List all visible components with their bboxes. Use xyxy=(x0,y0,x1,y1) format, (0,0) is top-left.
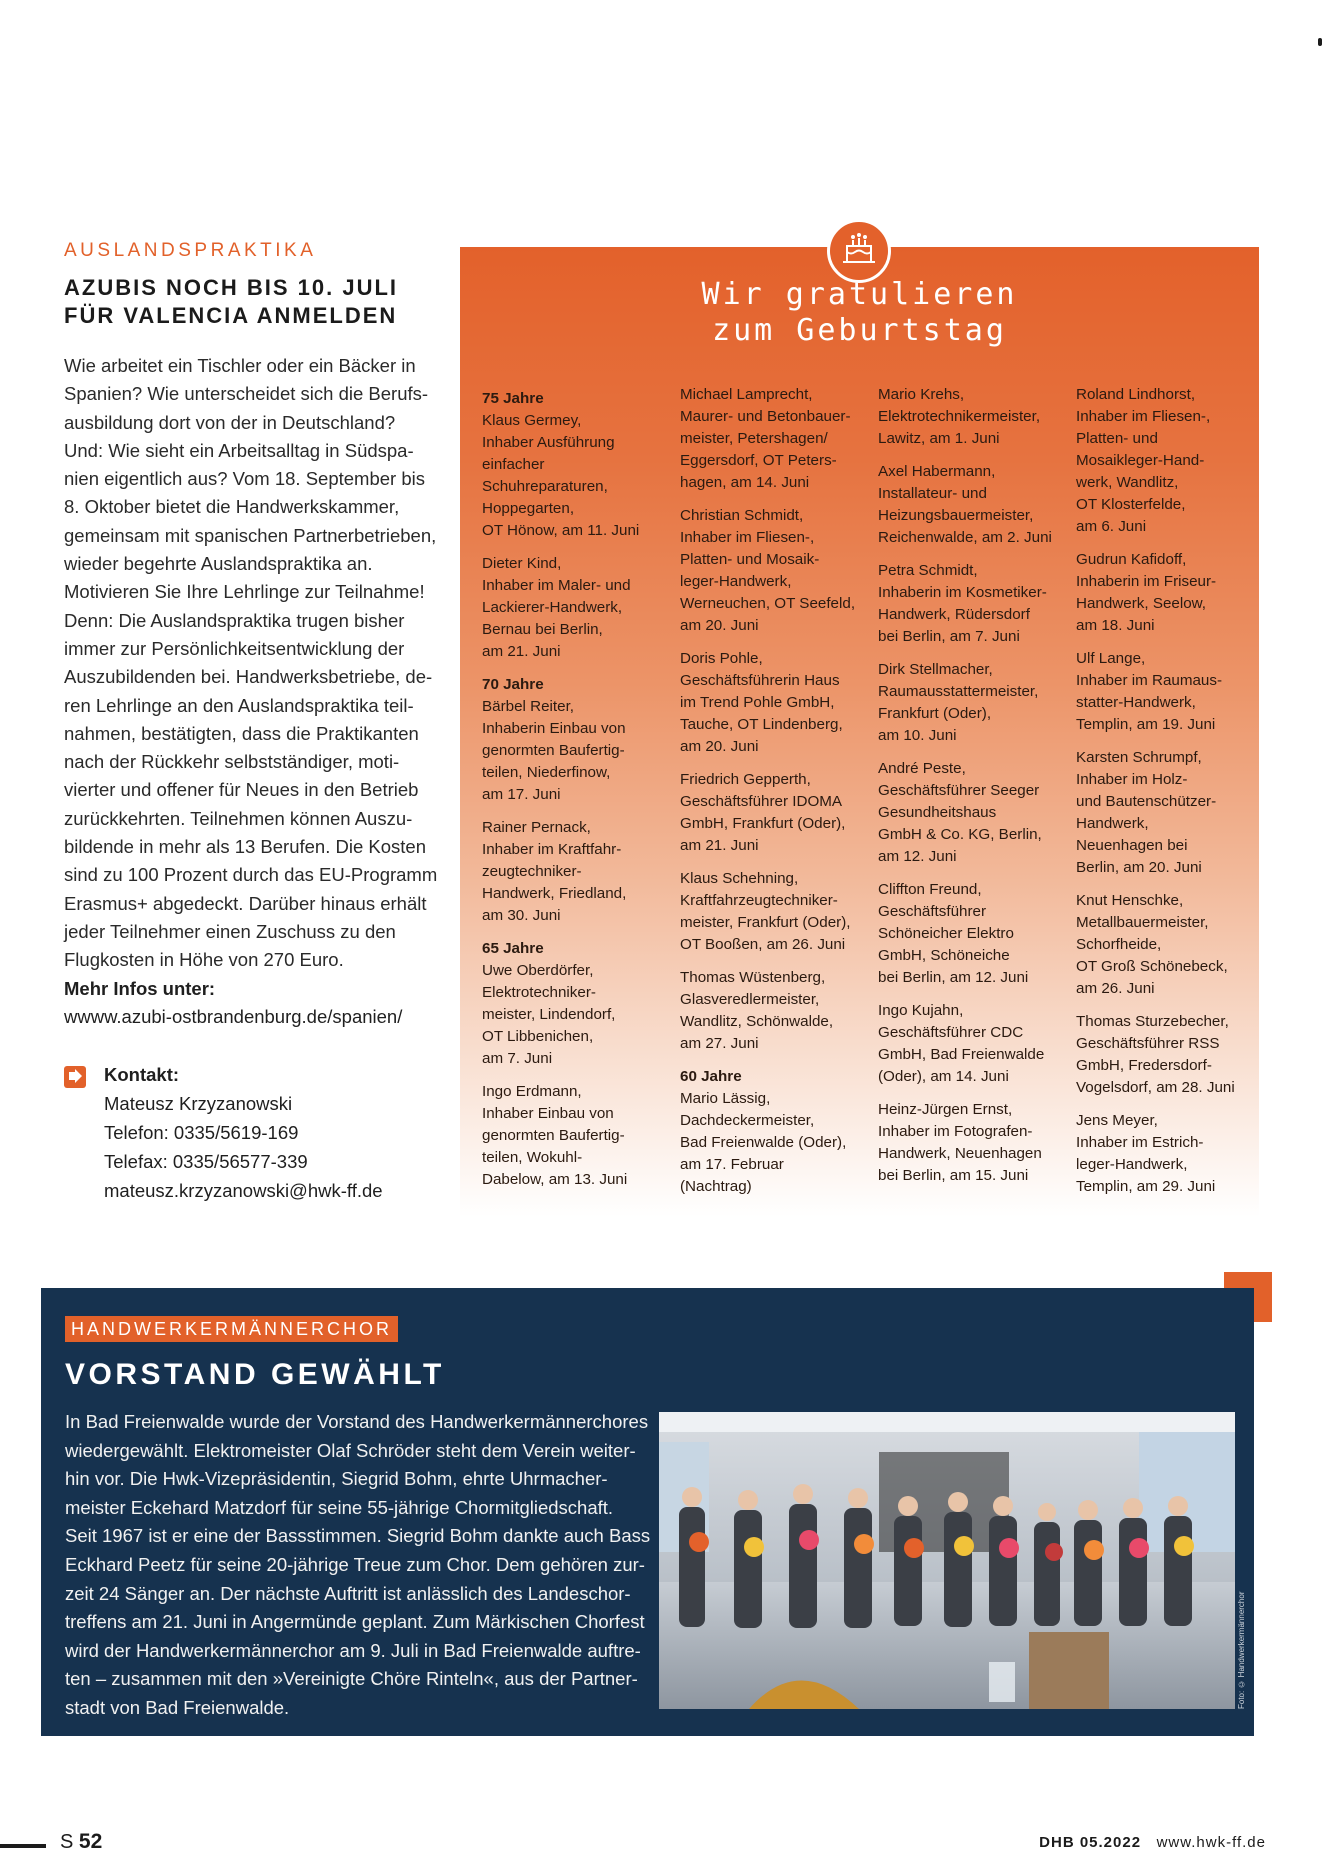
entry-line: am 18. Juni xyxy=(1076,617,1155,634)
chor-text-line: wird der Handwerkermännerchor am 9. Juli in Bad Freienwalde auftre- xyxy=(65,1639,641,1661)
entry-line: am 17. Februar xyxy=(680,1156,784,1173)
body-line: bildende in mehr als 13 Berufen. Die Kosten xyxy=(64,836,426,858)
entry-line: Klaus Germey, xyxy=(482,412,582,429)
birthday-entry xyxy=(878,758,1068,868)
birthday-entry xyxy=(680,505,870,637)
body-line: nien eigentlich aus? Vom 18. September bis xyxy=(64,468,425,490)
entry-line: Karsten Schrumpf, xyxy=(1076,749,1202,766)
entry-line: Inhaber Einbau von xyxy=(482,1105,614,1122)
entry-line: Geschäftsführer IDOMA xyxy=(680,793,843,810)
entry-line: Michael Lamprecht, xyxy=(680,386,813,403)
entry-line: Elektrotechnikermeister, xyxy=(878,408,1041,425)
entry-line: Ulf Lange, xyxy=(1076,650,1146,667)
entry-line: am 17. Juni xyxy=(482,786,561,803)
entry-line: Inhaber im Fliesen-, xyxy=(680,529,815,546)
page-prefix: S xyxy=(60,1831,74,1853)
chor-article xyxy=(41,1288,1254,1736)
body-line: Flugkosten in Höhe von 270 Euro. xyxy=(64,949,344,971)
entry-line: am 6. Juni xyxy=(1076,518,1147,535)
birthday-entry xyxy=(482,674,672,806)
birthday-column xyxy=(482,384,672,1202)
entry-line: Mosaikleger-Hand- xyxy=(1076,452,1205,469)
entry-line: Inhaber im Fotografen- xyxy=(878,1123,1033,1140)
more-info-label: Mehr Infos unter: xyxy=(64,977,216,999)
birthday-entry xyxy=(878,879,1068,989)
birthday-entry xyxy=(1076,648,1266,736)
entry-line: Berlin, am 20. Juni xyxy=(1076,859,1202,876)
entry-line: OT Booßen, am 26. Juni xyxy=(680,936,846,953)
entry-line: am 30. Juni xyxy=(482,907,561,924)
entry-line: Ingo Kujahn, xyxy=(878,1002,964,1019)
body-line: 8. Oktober bietet die Handwerkskammer, xyxy=(64,496,400,518)
entry-line: zeugtechniker- xyxy=(482,863,582,880)
entry-line: am 20. Juni xyxy=(680,617,759,634)
article-body xyxy=(64,352,444,975)
entry-line: Thomas Wüstenberg, xyxy=(680,969,826,986)
entry-line: Werneuchen, OT Seefeld, xyxy=(680,595,856,612)
entry-line: Neuenhagen bei xyxy=(1076,837,1188,854)
entry-line: Gudrun Kafidoff, xyxy=(1076,551,1187,568)
entry-line: Schuhreparaturen, xyxy=(482,478,608,495)
entry-line: einfacher xyxy=(482,456,545,473)
entry-line: Maurer- und Betonbauer- xyxy=(680,408,851,425)
birthday-entry xyxy=(878,384,1068,450)
body-line: vierter und offener für Neues in den Betrieb xyxy=(64,779,419,801)
birthday-entry xyxy=(482,553,672,663)
entry-line: teilen, Wokuhl- xyxy=(482,1149,583,1166)
entry-line: GmbH, Schöneiche xyxy=(878,947,1010,964)
birthday-entry xyxy=(1076,1011,1266,1099)
entry-line: OT Libbenichen, xyxy=(482,1028,594,1045)
entry-line: Ingo Erdmann, xyxy=(482,1083,582,1100)
entry-line: Handwerk, Rüdersdorf xyxy=(878,606,1030,623)
body-line: gemeinsam mit spanischen Partnerbetrieben, xyxy=(64,524,437,546)
entry-line: Heizungsbauermeister, xyxy=(878,507,1034,524)
entry-line: Doris Pohle, xyxy=(680,650,763,667)
chor-text-line: wiedergewählt. Elektromeister Olaf Schröder steht dem Verein weiter- xyxy=(65,1439,636,1461)
entry-line: Dachdeckermeister, xyxy=(680,1112,815,1129)
article-headline xyxy=(64,274,444,330)
entry-line: GmbH & Co. KG, Berlin, xyxy=(878,826,1042,843)
chor-text-line: In Bad Freienwalde wurde der Vorstand des Handwerkermännerchores xyxy=(65,1411,649,1432)
birthday-entry xyxy=(878,659,1068,747)
entry-line: Frankfurt (Oder), xyxy=(878,705,992,722)
entry-line: Schorfheide, xyxy=(1076,936,1162,953)
entry-line: teilen, Niederfinow, xyxy=(482,764,611,781)
birthday-title-line: zum Geburtstag xyxy=(712,313,1007,348)
entry-line: GmbH, Bad Freienwalde xyxy=(878,1046,1045,1063)
entry-line: Inhaber im Raumaus- xyxy=(1076,672,1223,689)
birthday-entry xyxy=(482,938,672,1070)
birthday-entry xyxy=(680,967,870,1055)
birthday-entry xyxy=(680,1066,870,1198)
headline-line: FÜR VALENCIA ANMELDEN xyxy=(64,303,398,328)
body-line: ren Lehrlinge an den Auslandspraktika teil- xyxy=(64,694,414,716)
entry-line: im Trend Pohle GmbH, xyxy=(680,694,835,711)
footer-issue xyxy=(1039,1834,1266,1851)
age-heading: 65 Jahre xyxy=(482,940,544,957)
page-number-value: 52 xyxy=(78,1830,103,1853)
entry-line: Inhaberin Einbau von xyxy=(482,720,626,737)
entry-line: Handwerk, Neuenhagen xyxy=(878,1145,1042,1162)
entry-line: Rainer Pernack, xyxy=(482,819,591,836)
entry-line: Inhaber im Maler- und xyxy=(482,577,631,594)
more-info-link[interactable]: wwww.azubi-ostbrandenburg.de/spanien/ xyxy=(64,1005,403,1027)
entry-line: André Peste, xyxy=(878,760,966,777)
body-line: Auszubildenden bei. Handwerksbetriebe, de- xyxy=(64,666,433,688)
entry-line: (Nachtrag) xyxy=(680,1178,752,1195)
birthday-title-line: Wir gratulieren xyxy=(701,277,1018,312)
entry-line: Bad Freienwalde (Oder), xyxy=(680,1134,847,1151)
entry-line: Handwerk, Friedland, xyxy=(482,885,627,902)
birthday-entry xyxy=(482,1081,672,1191)
entry-line: genormten Baufertig- xyxy=(482,742,625,759)
footer-bar xyxy=(0,1844,46,1848)
entry-line: Heinz-Jürgen Ernst, xyxy=(878,1101,1013,1118)
body-line: nahmen, bestätigten, dass die Praktikanten xyxy=(64,722,419,744)
entry-line: bei Berlin, am 15. Juni xyxy=(878,1167,1029,1184)
entry-line: Gesundheitshaus xyxy=(878,804,997,821)
entry-line: am 27. Juni xyxy=(680,1035,759,1052)
contact-name: Mateusz Krzyzanowski xyxy=(104,1093,293,1114)
entry-line: Lackierer-Handwerk, xyxy=(482,599,623,616)
entry-line: Tauche, OT Lindenberg, xyxy=(680,716,843,733)
chor-headline: VORSTAND GEWÄHLT xyxy=(65,1358,445,1391)
body-line: immer zur Persönlichkeitsentwicklung der xyxy=(64,637,405,659)
entry-line: Axel Habermann, xyxy=(878,463,996,480)
page-number xyxy=(60,1830,102,1854)
body-line: zurückkehrten. Teilnehmen können Auszu- xyxy=(64,807,413,829)
entry-line: am 10. Juni xyxy=(878,727,957,744)
entry-line: Dirk Stellmacher, xyxy=(878,661,993,678)
entry-line: am 26. Juni xyxy=(1076,980,1155,997)
birthday-column xyxy=(1076,384,1266,1209)
birthday-entry xyxy=(1076,1110,1266,1198)
headline-line: AZUBIS NOCH BIS 10. JULI xyxy=(64,275,399,300)
entry-line: Elektrotechniker- xyxy=(482,984,596,1001)
entry-line: Mario Lässig, xyxy=(680,1090,771,1107)
contact-fax: Telefax: 0335/56577-339 xyxy=(104,1151,308,1172)
entry-line: Kraftfahrzeugtechniker- xyxy=(680,892,838,909)
entry-line: meister, Frankfurt (Oder), xyxy=(680,914,851,931)
entry-line: Templin, am 19. Juni xyxy=(1076,716,1216,733)
entry-line: meister, Lindendorf, xyxy=(482,1006,616,1023)
entry-line: Christian Schmidt, xyxy=(680,507,804,524)
entry-line: GmbH, Frankfurt (Oder), xyxy=(680,815,846,832)
chor-text-line: zeit 24 Sänger an. Der nächste Auftritt ist anlässlich des Landeschor- xyxy=(65,1582,631,1604)
entry-line: Friedrich Gepperth, xyxy=(680,771,811,788)
body-line: sind zu 100 Prozent durch das EU-Programm xyxy=(64,864,438,886)
chor-text-line: hin vor. Die Hwk-Vizepräsidentin, Siegrid Bohm, ehrte Uhrmacher- xyxy=(65,1468,608,1490)
chor-text-line: Seit 1967 ist er eine der Bassstimmen. Siegrid Bohm dankte auch Bass xyxy=(65,1525,651,1547)
choir-photo xyxy=(659,1412,1235,1709)
age-heading: 70 Jahre xyxy=(482,676,544,693)
birthday-entry xyxy=(1076,549,1266,637)
entry-line: Roland Lindhorst, xyxy=(1076,386,1196,403)
entry-line: am 12. Juni xyxy=(878,848,957,865)
body-line: Wie arbeitet ein Tischler oder ein Bäcker in xyxy=(64,355,416,376)
entry-line: Platten- und Mosaik- xyxy=(680,551,820,568)
entry-line: Wandlitz, Schönwalde, xyxy=(680,1013,834,1030)
entry-line: Jens Meyer, xyxy=(1076,1112,1158,1129)
chor-text-line: treffens am 21. Juni in Angermünde geplant. Zum Märkischen Chorfest xyxy=(65,1611,645,1633)
body-line: Denn: Die Auslandspraktika trugen bisher xyxy=(64,609,405,631)
entry-line: OT Klosterfelde, xyxy=(1076,496,1186,513)
entry-line: bei Berlin, am 7. Juni xyxy=(878,628,1020,645)
body-line: Erasmus+ abgedeckt. Darüber hinaus erhält xyxy=(64,892,427,914)
entry-line: GmbH, Fredersdorf- xyxy=(1076,1057,1212,1074)
entry-line: am 21. Juni xyxy=(482,643,561,660)
birthday-entry xyxy=(482,388,672,542)
entry-line: Dieter Kind, xyxy=(482,555,562,572)
birthday-entry xyxy=(680,648,870,758)
entry-line: Templin, am 29. Juni xyxy=(1076,1178,1216,1195)
auslandspraktika-article xyxy=(64,240,444,1031)
entry-line: hagen, am 14. Juni xyxy=(680,474,810,491)
entry-line: Geschäftsführer RSS xyxy=(1076,1035,1220,1052)
body-line: Motivieren Sie Ihre Lehrlinge zur Teilnahme! xyxy=(64,581,425,603)
age-heading: 60 Jahre xyxy=(680,1068,742,1085)
entry-line: Bärbel Reiter, xyxy=(482,698,575,715)
entry-line: Eggersdorf, OT Peters- xyxy=(680,452,837,469)
entry-line: genormten Baufertig- xyxy=(482,1127,625,1144)
entry-line: Lawitz, am 1. Juni xyxy=(878,430,1000,447)
age-heading: 75 Jahre xyxy=(482,390,544,407)
entry-line: am 7. Juni xyxy=(482,1050,553,1067)
entry-line: Inhaber Ausführung xyxy=(482,434,615,451)
birthday-column xyxy=(680,384,870,1209)
entry-line: Vogelsdorf, am 28. Juni xyxy=(1076,1079,1235,1096)
entry-line: statter-Handwerk, xyxy=(1076,694,1196,711)
entry-line: Uwe Oberdörfer, xyxy=(482,962,594,979)
entry-line: Inhaberin im Kosmetiker- xyxy=(878,584,1047,601)
birthday-entry xyxy=(680,868,870,956)
entry-line: Raumausstattermeister, xyxy=(878,683,1039,700)
body-line: ausbildung dort von der in Deutschland? xyxy=(64,411,396,433)
birthday-entry xyxy=(1076,384,1266,538)
entry-line: Handwerk, xyxy=(1076,815,1149,832)
entry-line: Schöneicher Elektro xyxy=(878,925,1014,942)
issue-label: DHB 05.2022 xyxy=(1039,1834,1142,1851)
corner-mark xyxy=(1318,38,1322,46)
entry-line: Inhaberin im Friseur- xyxy=(1076,573,1217,590)
entry-line: Installateur- und xyxy=(878,485,987,502)
entry-line: Geschäftsführerin Haus xyxy=(680,672,840,689)
entry-line: Platten- und xyxy=(1076,430,1158,447)
birthday-entry xyxy=(1076,890,1266,1000)
entry-line: bei Berlin, am 12. Juni xyxy=(878,969,1029,986)
birthday-entry xyxy=(1076,747,1266,879)
chor-body xyxy=(65,1408,651,1723)
entry-line: OT Groß Schönebeck, xyxy=(1076,958,1228,975)
birthday-entry xyxy=(680,384,870,494)
contact-block xyxy=(64,1060,444,1205)
birthday-title xyxy=(460,277,1259,349)
entry-line: leger-Handwerk, xyxy=(680,573,792,590)
birthday-entry xyxy=(878,1099,1068,1187)
entry-line: Inhaber im Fliesen-, xyxy=(1076,408,1211,425)
entry-line: Mario Krehs, xyxy=(878,386,965,403)
body-line: nach der Rückkehr selbstständiger, moti- xyxy=(64,751,400,773)
birthday-entry xyxy=(878,560,1068,648)
contact-email[interactable]: mateusz.krzyzanowski@hwk-ff.de xyxy=(104,1180,383,1201)
entry-line: und Bautenschützer- xyxy=(1076,793,1217,810)
birthday-column xyxy=(878,384,1068,1198)
birthday-entry xyxy=(878,461,1068,549)
body-line: wieder begehrte Auslandspraktika an. xyxy=(64,553,373,575)
entry-line: Geschäftsführer xyxy=(878,903,987,920)
entry-line: Geschäftsführer CDC xyxy=(878,1024,1024,1041)
entry-line: Hoppegarten, xyxy=(482,500,575,517)
birthday-entry xyxy=(878,1000,1068,1088)
entry-line: Reichenwalde, am 2. Juni xyxy=(878,529,1052,546)
entry-line: OT Hönow, am 11. Juni xyxy=(482,522,640,539)
entry-line: (Oder), am 14. Juni xyxy=(878,1068,1009,1085)
entry-line: Metallbauermeister, xyxy=(1076,914,1209,931)
article-kicker: AUSLANDSPRAKTIKA xyxy=(64,240,317,261)
photo-credit: Foto: © Handwerkermännerchor xyxy=(1237,1591,1246,1709)
entry-line: am 21. Juni xyxy=(680,837,759,854)
birthday-cake-icon xyxy=(827,219,891,283)
entry-line: Inhaber im Kraftfahr- xyxy=(482,841,622,858)
entry-line: meister, Petershagen/ xyxy=(680,430,828,447)
entry-line: werk, Wandlitz, xyxy=(1076,474,1179,491)
entry-line: Geschäftsführer Seeger xyxy=(878,782,1040,799)
chor-kicker: HANDWERKERMÄNNERCHOR xyxy=(65,1316,398,1342)
entry-line: leger-Handwerk, xyxy=(1076,1156,1188,1173)
chor-text-line: Eckhard Peetz für seine 20-jährige Treue zum Chor. Dem gehören zur- xyxy=(65,1553,645,1575)
body-line: Spanien? Wie unterscheidet sich die Berufs- xyxy=(64,383,429,405)
birthday-box xyxy=(460,247,1259,1217)
chor-text-line: stadt von Bad Freienwalde. xyxy=(65,1696,290,1718)
entry-line: Klaus Schehning, xyxy=(680,870,799,887)
chor-text-line: meister Eckehard Matzdorf für seine 55-jährige Chormitgliedschaft. xyxy=(65,1496,614,1518)
chor-text-line: ten – zusammen mit den »Vereinigte Chöre Rinteln«, aus der Partner- xyxy=(65,1668,638,1690)
entry-line: Dabelow, am 13. Juni xyxy=(482,1171,628,1188)
entry-line: Handwerk, Seelow, xyxy=(1076,595,1207,612)
contact-phone[interactable]: Telefon: 0335/5619-169 xyxy=(104,1122,299,1143)
entry-line: am 20. Juni xyxy=(680,738,759,755)
entry-line: Thomas Sturzebecher, xyxy=(1076,1013,1229,1030)
arrow-right-icon xyxy=(64,1066,86,1088)
body-line: Und: Wie sieht ein Arbeitsalltag in Südspa- xyxy=(64,439,414,461)
body-line: jeder Teilnehmer einen Zuschuss zu den xyxy=(64,920,396,942)
entry-line: Inhaber im Holz- xyxy=(1076,771,1188,788)
entry-line: Glasveredlermeister, xyxy=(680,991,820,1008)
entry-line: Inhaber im Estrich- xyxy=(1076,1134,1204,1151)
contact-title: Kontakt: xyxy=(104,1064,180,1085)
entry-line: Cliffton Freund, xyxy=(878,881,982,898)
footer-url[interactable]: www.hwk-ff.de xyxy=(1156,1834,1266,1851)
entry-line: Knut Henschke, xyxy=(1076,892,1184,909)
entry-line: Petra Schmidt, xyxy=(878,562,978,579)
entry-line: Bernau bei Berlin, xyxy=(482,621,603,638)
birthday-entry xyxy=(482,817,672,927)
birthday-entry xyxy=(680,769,870,857)
